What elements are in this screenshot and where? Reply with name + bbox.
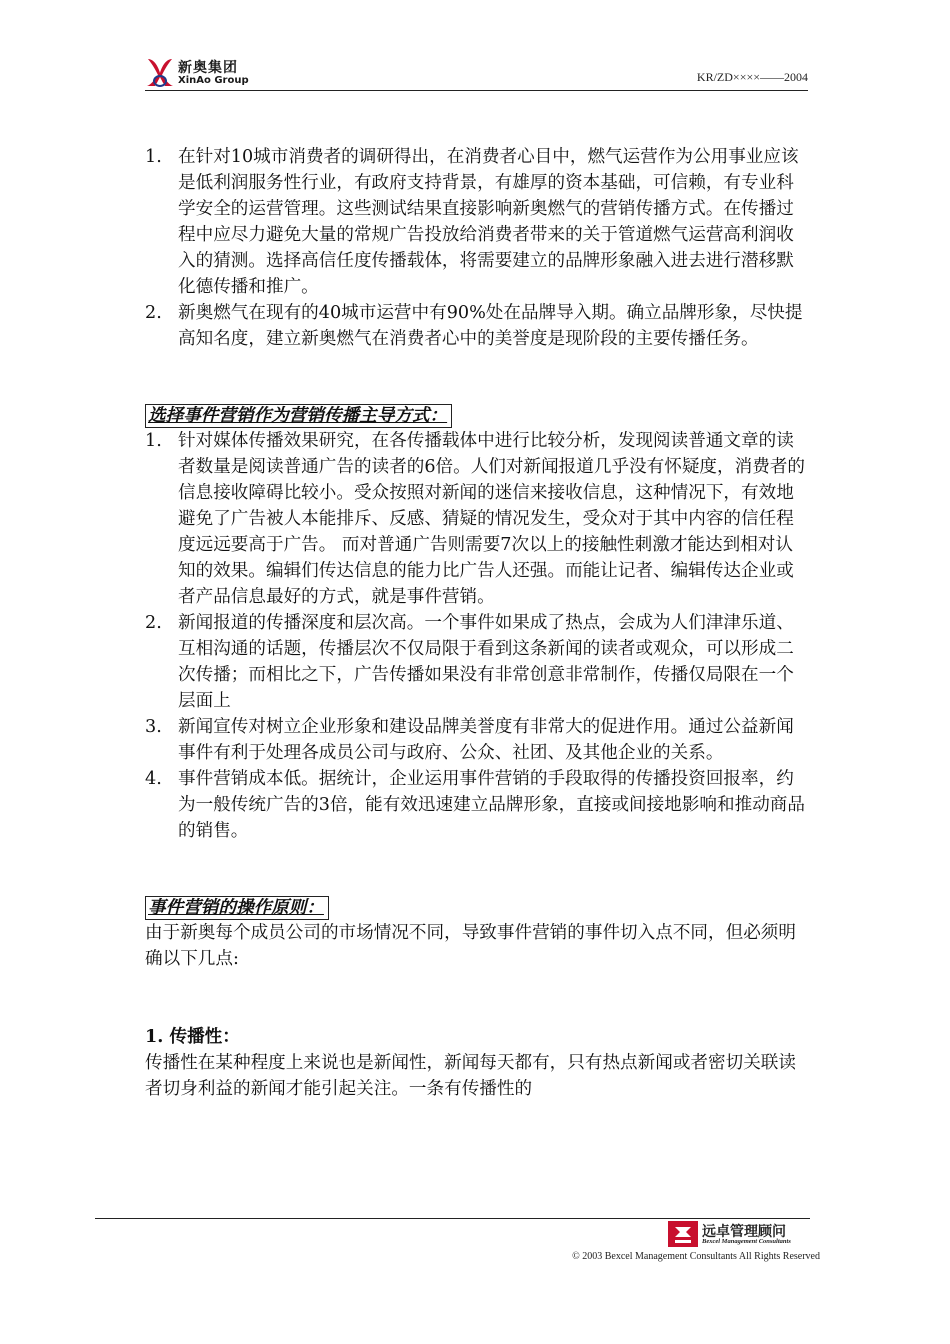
xinao-logo [145, 55, 265, 91]
list-text: 新奥燃气在现有的40城市运营中有90%处在品牌导入期。确立品牌形象，尽快提高知名度，建立新奥燃气在消费者心中的美誉度是现阶段的主要传播任务。 [178, 303, 803, 349]
page-header [0, 0, 950, 100]
logo-text-en: XinAo Group [178, 75, 249, 86]
list-text: 事件营销成本低。据统计，企业运用事件营销的手段取得的传播投资回报率，约为一般传统广告的3倍，能有效迅速建立品牌形象，直接或间接地影响和推动商品的销售。 [178, 769, 805, 841]
list-number: 2. [145, 613, 162, 633]
list-item [145, 610, 810, 714]
copyright-notice: © 2003 Bexcel Management Consultants All Rights Reserved [572, 1251, 820, 1262]
paragraph: 传播性在某种程度上来说也是新闻性，新闻每天都有，只有热点新闻或者密切关联读者切身利益的新闻才能引起关注。一条有传播性的 [145, 1053, 796, 1099]
list-number: 3. [145, 717, 162, 737]
list-number: 2. [145, 303, 162, 323]
footer-logo-text-en: Bexcel Management Consultants [702, 1238, 791, 1245]
xinao-logo-icon [145, 55, 175, 89]
list-item [145, 144, 810, 300]
section-intro: 由于新奥每个成员公司的市场情况不同，导致事件营销的事件切入点不同，但必须明确以下几点: [145, 923, 796, 969]
list-text: 在针对10城市消费者的调研得出，在消费者心目中，燃气运营作为公用事业应该是低利润服务性行业，有政府支持背景，有雄厚的资本基础，可信赖，有专业科学安全的运营管理。这些测试结果直接影响新奥燃气的营销传播方式。在传播过程中应尽力避免大量的常规广告投放给消费者带来的关于管道燃气运营高利润收入的猜测。选择高信任度传播载体，将需要建立的品牌形象融入进去进行潜移默化德传播和推广。 [178, 147, 799, 297]
section-heading-principles: 事件营销的操作原则： [145, 896, 329, 920]
header-divider [145, 90, 808, 91]
footer-logo-text-cn: 远卓管理顾问 [702, 1224, 786, 1240]
footer-divider [95, 1218, 810, 1219]
list-item [145, 714, 810, 766]
subheading-spreadability: 1. 传播性： [145, 1026, 240, 1047]
list-number: 4. [145, 769, 162, 789]
logo-text-cn: 新奥集团 [178, 60, 238, 76]
document-code: KR/ZD××××——2004 [696, 70, 808, 84]
list-text: 针对媒体传播效果研究，在各传播载体中进行比较分析，发现阅读普通文章的读者数量是阅读普通广告的读者的6倍。人们对新闻报道几乎没有怀疑度，消费者的信息接收障碍比较小。受众按照对新闻的迷信来接收信息，这种情况下，有效地避免了广告被人本能排斥、反感、猜疑的情况发生，受众对于其中内容的信任程度远远要高于广告。 而对普通广告则需要7次以上的接触性刺激才能达到相对认知的效果。编辑们传达信息的能力比广告人还强。而能让记者、编辑传达企业或者产品信息最好的方式，就是事件营销。 [178, 431, 805, 607]
section-heading-event-marketing: 选择事件营销作为营销传播主导方式： [145, 404, 452, 428]
bexcel-logo-icon [668, 1221, 698, 1247]
bexcel-logo [668, 1221, 818, 1247]
list-item [145, 428, 810, 610]
list-item [145, 766, 810, 844]
list-text: 新闻报道的传播深度和层次高。一个事件如果成了热点，会成为人们津津乐道、互相沟通的话题，传播层次不仅局限于看到这条新闻的读者或观众，可以形成二次传播；而相比之下，广告传播如果没有非常创意非常制作，传播仅局限在一个层面上 [178, 613, 794, 711]
list-number: 1. [145, 147, 162, 167]
list-number: 1. [145, 431, 162, 451]
list-text: 新闻宣传对树立企业形象和建设品牌美誉度有非常大的促进作用。通过公益新闻事件有利于处理各成员公司与政府、公众、社团、及其他企业的关系。 [178, 717, 794, 763]
document-body [145, 144, 810, 1102]
list-item [145, 300, 810, 352]
